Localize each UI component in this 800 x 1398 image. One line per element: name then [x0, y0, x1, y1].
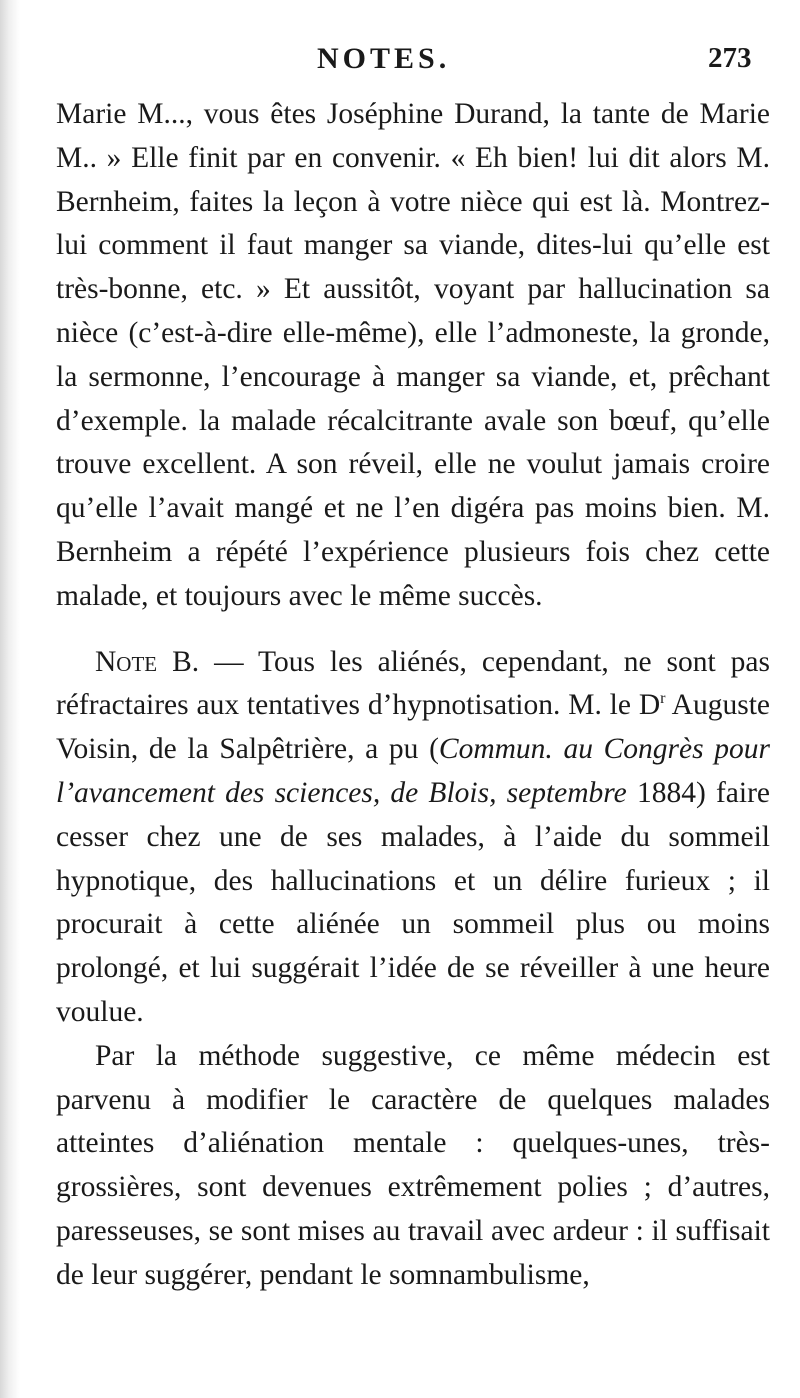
body-text	[56, 93, 770, 1298]
paragraph-3: Par la méthode suggestive, ce même médecin est parvenu à modifier le caractère de quelques malades atteintes d’aliénation mentale : quelques-unes, très-grossières, sont devenues extrêmement polies ; d’autres, paresseuses, se sont mises au travail avec ardeur : il suffisait de leur suggérer, pendant le somnambulisme,	[56, 1039, 770, 1291]
note-b-label: Note B.	[95, 645, 200, 678]
note-b-text-1: — Tous les aliénés, cependant, ne sont pas réfractaires aux tentatives d’hypnotisation. M. le D	[56, 645, 770, 722]
running-title: NOTES.	[317, 42, 451, 75]
paragraph-1: Marie M..., vous êtes Joséphine Durand, la tante de Marie M.. » Elle finit par en convenir. « Eh bien! lui dit alors M. Bernheim, faites la leçon à votre nièce qui est là. Montrez-lui comment il faut manger sa viande, dites-lui qu’elle est très-bonne, etc. » Et aussitôt, voyant par hallucination sa nièce (c’est-à-dire elle-même), elle l’admoneste, la gronde, la sermonne, l’encourage à manger sa viande, et, prêchant d’exemple. la malade récalcitrante avale son bœuf, qu’elle trouve excellent. A son réveil, elle ne voulut jamais croire qu’elle l’avait mangé et ne l’en digéra pas moins bien. M. Bernheim a répété l’expérience plusieurs fois chez cette malade, et toujours avec le même succès.	[56, 98, 770, 612]
citation: Commun. au Congrès pour l’avancement des sciences, de Blois, septembre	[56, 733, 770, 809]
note-b-paragraph	[56, 641, 770, 1035]
page-edge-shadow	[0, 0, 20, 1398]
note-b-text-3: 1884) faire cesser chez une de ses malades, à l’aide du sommeil hypnotique, des hallucinations et un délire furieux ; il procurait à cette aliénée un sommeil plus ou moins prolongé, et lui suggérait l’idée de se réveiller à une heure voulue.	[56, 776, 770, 1028]
doctor-abbrev-suffix: r	[660, 690, 666, 708]
note-b-text-2: Auguste Voisin, de la Salpêtrière, a pu (	[56, 689, 770, 766]
page-number: 273	[708, 42, 752, 74]
page-header	[0, 42, 800, 82]
